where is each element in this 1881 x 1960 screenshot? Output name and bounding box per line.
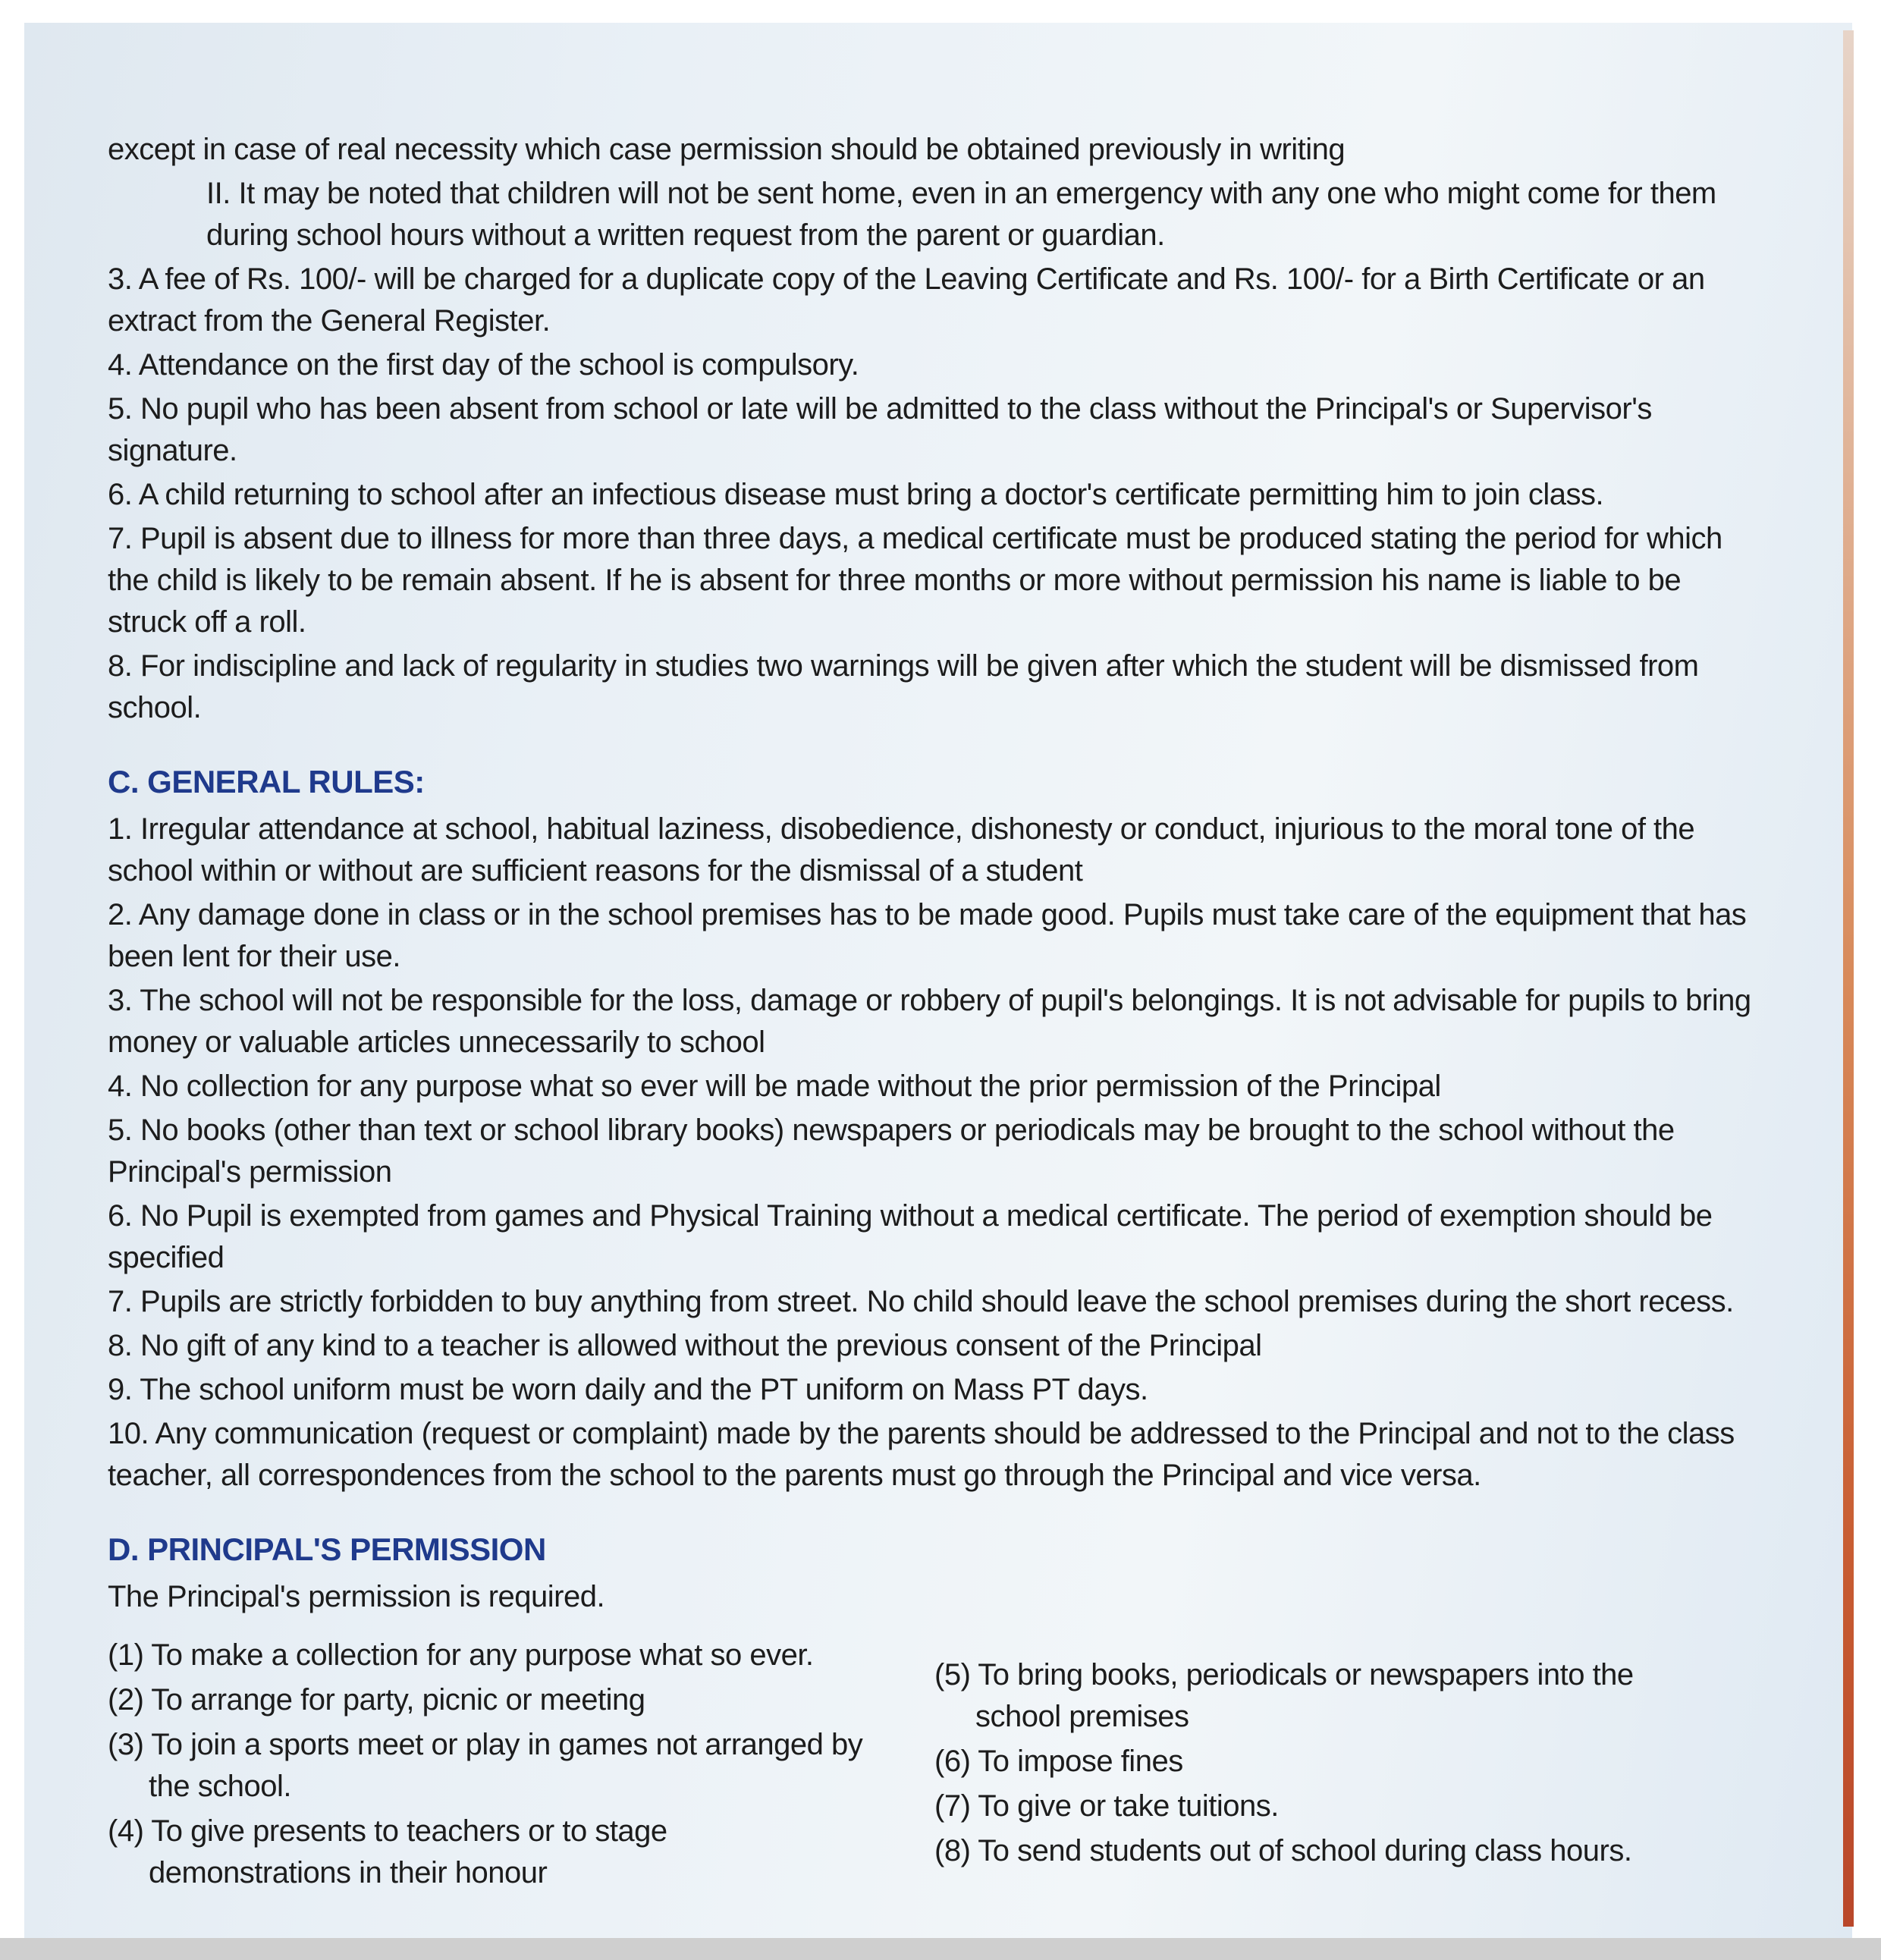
general-rule-item: 4. No collection for any purpose what so ever will be made without the prior permission of the Principal: [108, 1070, 1441, 1103]
page-edge-strip: [1843, 30, 1854, 1927]
permission-item: (4) To give presents to teachers or to stage demonstrations in their honour: [108, 1814, 667, 1889]
rule-item: 5. No pupil who has been absent from school or late will be admitted to the class without the Principal's or Supervisor's signature.: [108, 392, 1652, 467]
scanned-page: [24, 23, 1852, 1938]
general-rule-item: 10. Any communication (request or complaint) made by the parents should be addressed to the Principal and not to the class teacher, all correspondences from the school to the parents must go through the Principal and vice versa.: [108, 1417, 1735, 1492]
scanner-bottom-band: [0, 1938, 1881, 1960]
permission-item: (3) To join a sports meet or play in games not arranged by the school.: [108, 1728, 863, 1803]
permission-list-columns: [108, 1635, 1761, 1897]
general-rule-item: 8. No gift of any kind to a teacher is allowed without the previous consent of the Principal: [108, 1329, 1262, 1362]
permission-item: (5) To bring books, periodicals or newspapers into the school premises: [934, 1658, 1634, 1733]
general-rule-item: 5. No books (other than text or school library books) newspapers or periodicals may be brought to the school without the Principal's permission: [108, 1113, 1675, 1189]
permission-list-right: [934, 1635, 1693, 1897]
permission-item: (1) To make a collection for any purpose what so ever.: [108, 1638, 814, 1672]
general-rule-item: 9. The school uniform must be worn daily and the PT uniform on Mass PT days.: [108, 1373, 1148, 1406]
general-rule-item: 7. Pupils are strictly forbidden to buy anything from street. No child should leave the school premises during the short recess.: [108, 1285, 1734, 1318]
principal-permission-heading: D. PRINCIPAL'S PERMISSION: [108, 1531, 546, 1567]
rule-ii: II. It may be noted that children will not be sent home, even in an emergency with any one who might come for them during school hours without a written request from the parent or guardian.: [206, 177, 1716, 252]
permission-item: (2) To arrange for party, picnic or meeting: [108, 1683, 645, 1717]
general-rule-item: 1. Irregular attendance at school, habitual laziness, disobedience, dishonesty or conduct, injurious to the moral tone of the school within or without are sufficient reasons for the dismissal of a student: [108, 812, 1695, 887]
permission-list-left: [108, 1635, 866, 1897]
permission-item: (7) To give or take tuitions.: [934, 1789, 1279, 1823]
general-rule-item: 2. Any damage done in class or in the school premises has to be made good. Pupils must take care of the equipment that has been lent for their use.: [108, 898, 1747, 973]
general-rule-item: 3. The school will not be responsible for the loss, damage or robbery of pupil's belongings. It is not advisable for pupils to bring money or valuable articles unnecessarily to school: [108, 984, 1751, 1059]
rule-item: 4. Attendance on the first day of the school is compulsory.: [108, 348, 859, 382]
document-body: [108, 129, 1761, 1897]
general-rule-item: 6. No Pupil is exempted from games and Physical Training without a medical certificate. The period of exemption should be specified: [108, 1199, 1713, 1274]
principal-permission-intro: The Principal's permission is required.: [108, 1580, 605, 1613]
rule-item: 3. A fee of Rs. 100/- will be charged for a duplicate copy of the Leaving Certificate and Rs. 100/- for a Birth Certificate or an extract from the General Register.: [108, 262, 1705, 338]
continued-rule-text: except in case of real necessity which case permission should be obtained previously in writing: [108, 133, 1346, 166]
rule-item: 8. For indiscipline and lack of regularity in studies two warnings will be given after which the student will be dismissed from school.: [108, 649, 1699, 724]
permission-item: (8) To send students out of school during class hours.: [934, 1834, 1632, 1867]
permission-item: (6) To impose fines: [934, 1745, 1183, 1778]
rule-item: 7. Pupil is absent due to illness for more than three days, a medical certificate must be produced stating the period for which the child is likely to be remain absent. If he is absent for three months or more without permission his name is liable to be struck off a roll.: [108, 522, 1722, 639]
general-rules-heading: C. GENERAL RULES:: [108, 764, 425, 799]
rule-item: 6. A child returning to school after an infectious disease must bring a doctor's certificate permitting him to join class.: [108, 478, 1604, 511]
